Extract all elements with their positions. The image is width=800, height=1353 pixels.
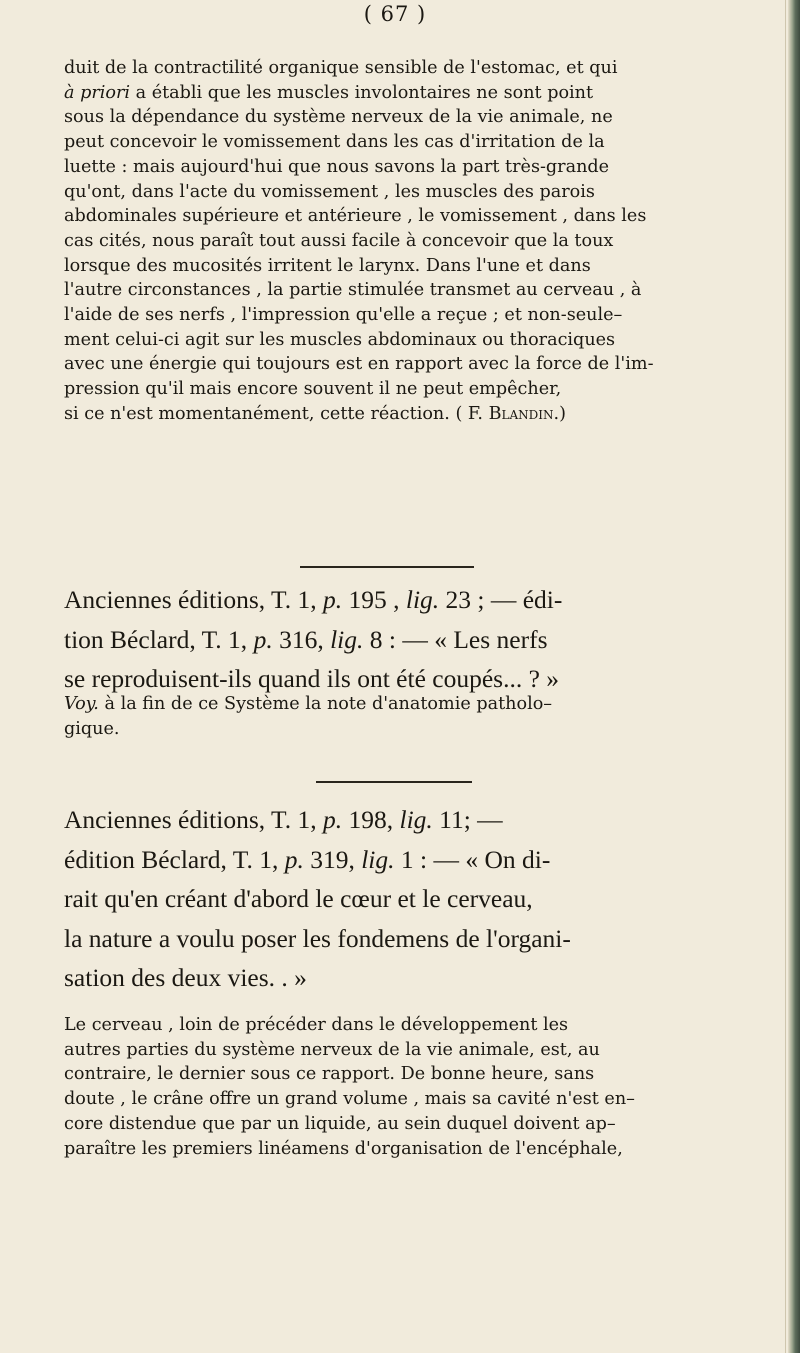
text-line: [64, 919, 784, 959]
text-run: a établi que les muscles involontaires ne sont point: [130, 82, 594, 103]
text-run: Anciennes éditions, T. 1,: [64, 805, 323, 834]
text-run: contraire, le dernier sous ce rapport. De bonne heure, sans: [64, 1064, 595, 1085]
text-run: cas cités, nous paraît tout aussi facile à concevoir que la toux: [64, 230, 614, 251]
text-run: lorsque des mucosités irritent le larynx. Dans l'une et dans: [64, 255, 591, 276]
paragraph-cerveau: [64, 1013, 784, 1161]
text-run: core distendue que par un liquide, au sein duquel doivent ap–: [64, 1113, 616, 1134]
text-run: sous la dépendance du système nerveux de la vie animale, ne: [64, 107, 613, 128]
text-run: paraître les premiers linéamens d'organisation de l'encéphale,: [64, 1138, 623, 1159]
text-run: 8 : — « Les nerfs: [363, 624, 548, 654]
page-number: ( 67 ): [363, 2, 427, 26]
text-line: [64, 1013, 784, 1038]
text-line: [64, 377, 784, 402]
text-line: [64, 278, 784, 303]
text-run: gique.: [64, 718, 120, 739]
text-run: l'autre circonstances , la partie stimulée transmet au cerveau , à: [64, 280, 642, 301]
section-divider: [300, 566, 474, 568]
note-nerfs-coupes: [64, 580, 784, 699]
page-edge-line: [785, 0, 786, 1353]
text-line: [64, 328, 784, 353]
text-run: 195 ,: [342, 585, 406, 614]
text-line: [64, 840, 784, 880]
text-line: [64, 620, 784, 660]
text-run: autres parties du système nerveux de la vie animale, est, au: [64, 1039, 600, 1060]
text-run: ment celui-ci agit sur les muscles abdominaux ou thoraciques: [64, 329, 616, 350]
text-run: 23 ; — édi-: [439, 585, 563, 614]
text-line: [64, 800, 784, 840]
text-line: [64, 692, 784, 717]
text-line: [64, 352, 784, 377]
text-line: [64, 254, 784, 279]
text-line: [64, 130, 784, 155]
text-run: pression qu'il mais encore souvent il ne peut empêcher,: [64, 379, 562, 400]
text-run: doute , le crâne offre un grand volume , mais sa cavité n'est en–: [64, 1089, 635, 1110]
small-caps-text: Blandin: [488, 403, 554, 424]
italic-text: lig.: [405, 585, 440, 614]
text-run: tion Béclard, T. 1,: [64, 624, 254, 654]
italic-text: lig.: [361, 844, 395, 874]
text-line: [64, 879, 784, 919]
text-line: [64, 81, 784, 106]
text-run: abdominales supérieure et antérieure , le vomissement , dans les: [64, 206, 647, 227]
text-run: à la fin de ce Système la note d'anatomie patholo–: [98, 694, 553, 714]
text-line: [64, 56, 784, 81]
text-line: [64, 1038, 784, 1063]
italic-text: Voy.: [64, 694, 99, 714]
text-run: duit de la contractilité organique sensible de l'estomac, et qui: [64, 58, 618, 78]
text-run: rait qu'en créant d'abord le cœur et le cerveau,: [64, 884, 533, 913]
text-run: Anciennes éditions, T. 1,: [64, 585, 323, 614]
text-run: luette : mais aujourd'hui que nous savons la part très-grande: [64, 156, 610, 177]
text-run: avec une énergie qui toujours est en rapport avec la force de l'im-: [64, 354, 654, 375]
text-run: 319,: [303, 844, 362, 874]
text-line: [64, 1137, 784, 1162]
text-run: 1 : — « On di-: [394, 844, 551, 874]
text-line: [64, 180, 784, 205]
paragraph-vomissement: [64, 56, 784, 427]
text-line: [64, 1112, 784, 1137]
section-divider: [316, 781, 472, 783]
italic-text: p.: [322, 585, 343, 614]
text-run: 316,: [272, 624, 331, 654]
text-line: [64, 580, 784, 620]
text-run: la nature a voulu poser les fondemens de l'organi-: [64, 923, 571, 953]
text-run: se reproduisent-ils quand ils ont été coupés... ? »: [64, 664, 560, 693]
note-coeur-cerveau: [64, 800, 784, 998]
text-line: [64, 1062, 784, 1087]
text-run: peut concevoir le vomissement dans les cas d'irritation de la: [64, 132, 605, 153]
text-run: .): [553, 403, 566, 424]
note-voy-anatomie: [64, 692, 784, 741]
text-run: l'aide de ses nerfs , l'impression qu'elle a reçue ; et non-seule–: [64, 305, 623, 326]
italic-text: p.: [322, 805, 343, 834]
text-run: édition Béclard, T. 1,: [64, 844, 285, 874]
italic-text: à priori: [64, 82, 131, 103]
text-line: [64, 155, 784, 180]
text-line: [64, 204, 784, 229]
text-run: qu'ont, dans l'acte du vomissement , les muscles des parois: [64, 181, 595, 202]
text-line: [64, 958, 784, 998]
text-line: [64, 105, 784, 130]
italic-text: p.: [284, 844, 304, 874]
text-line: [64, 402, 784, 427]
text-line: [64, 717, 784, 742]
text-run: 11; —: [432, 805, 503, 834]
italic-text: p.: [253, 624, 273, 654]
text-line: [64, 303, 784, 328]
text-run: sation des deux vies. . »: [64, 963, 307, 992]
book-spine-edge: [788, 0, 800, 1353]
italic-text: lig.: [399, 805, 433, 834]
text-run: si ce n'est momentanément, cette réaction. ( F.: [64, 403, 489, 424]
text-run: Le cerveau , loin de précéder dans le développement les: [64, 1015, 569, 1035]
text-line: [64, 229, 784, 254]
text-run: 198,: [342, 805, 400, 834]
text-line: [64, 1087, 784, 1112]
italic-text: lig.: [330, 624, 364, 654]
